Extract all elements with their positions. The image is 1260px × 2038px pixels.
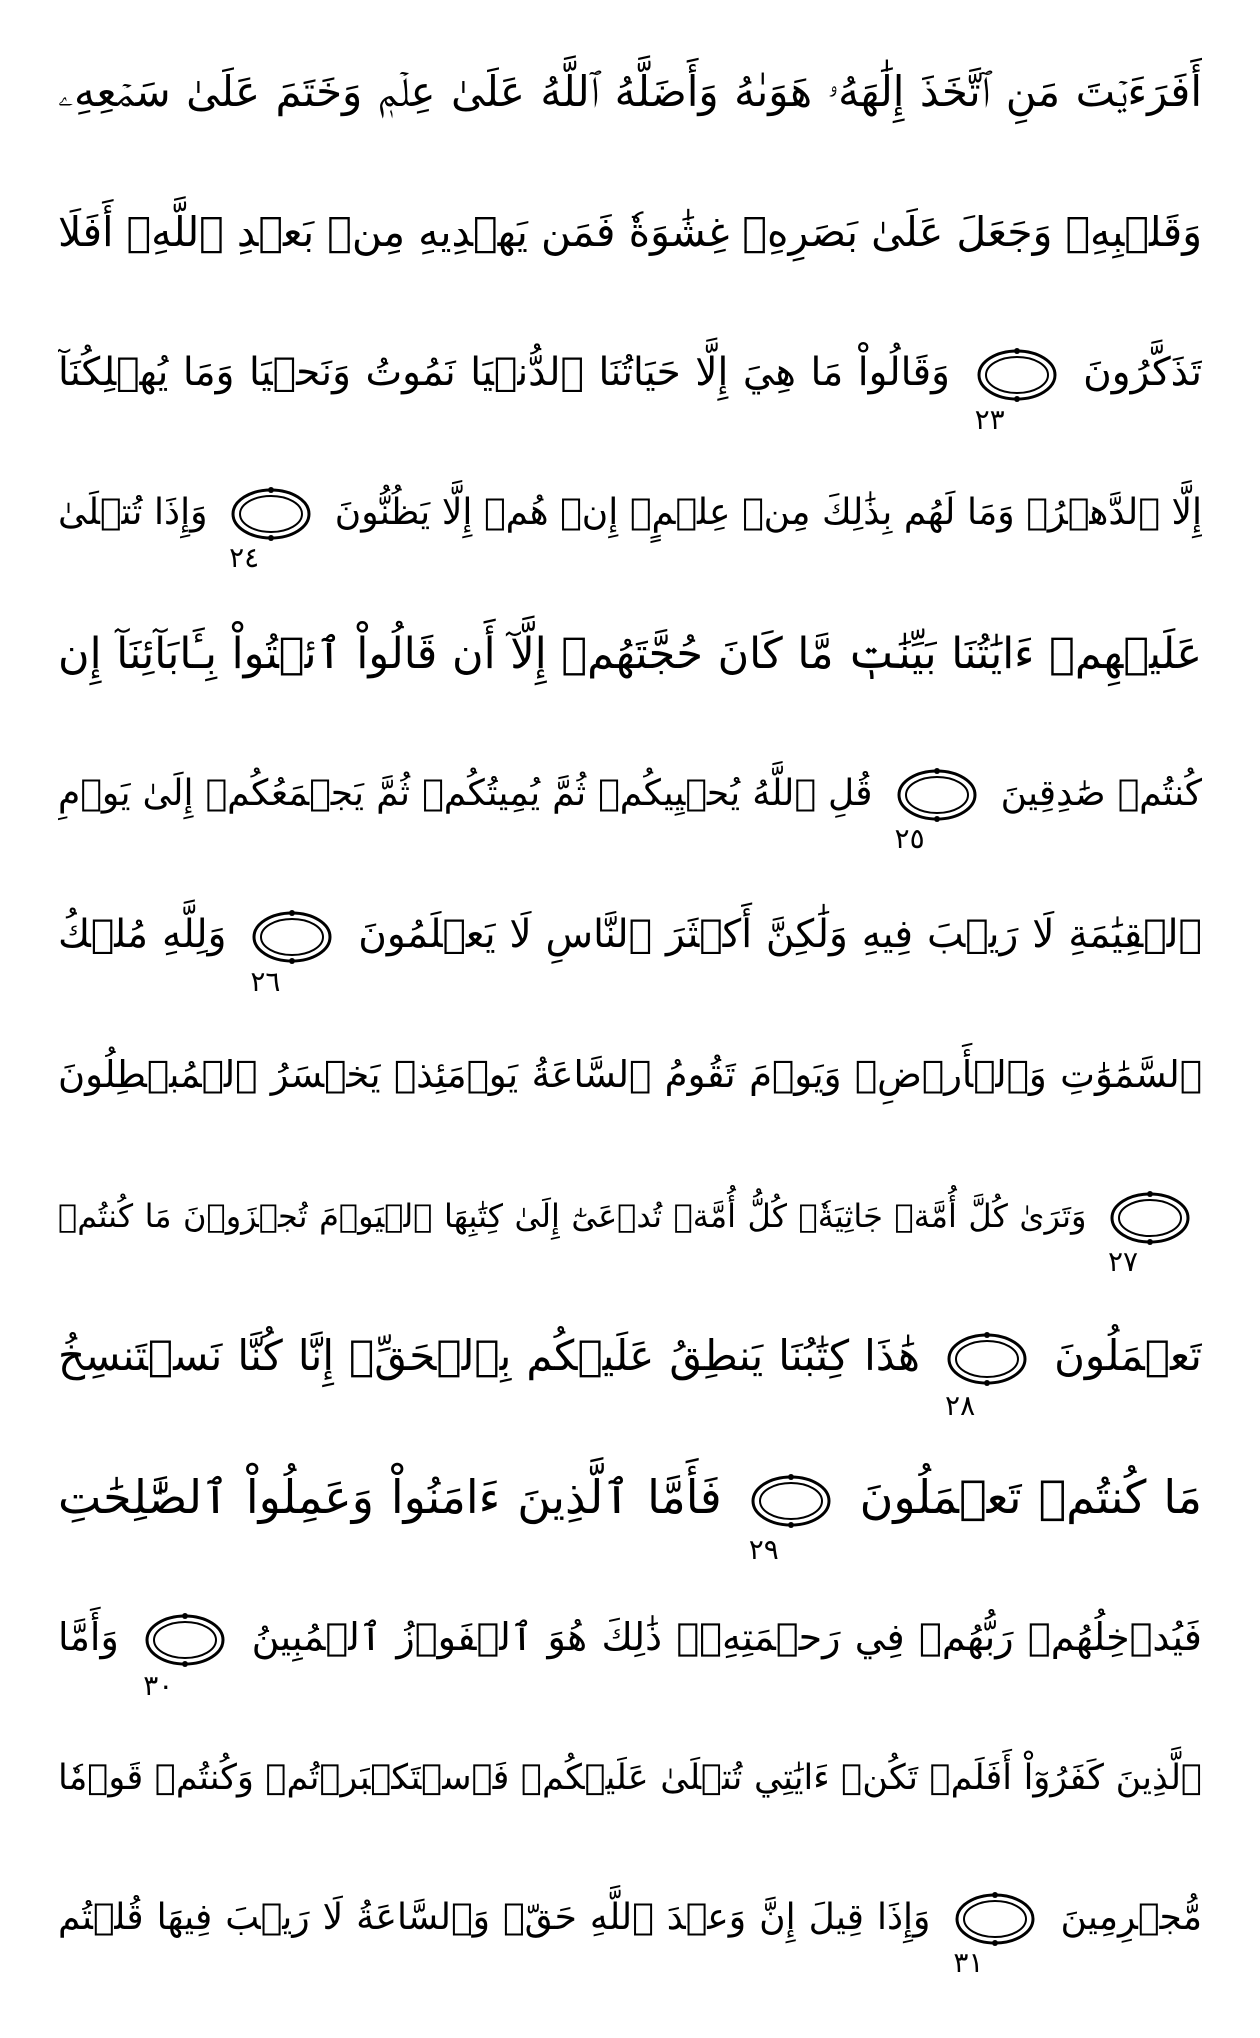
- verse-end-marker: [229, 486, 313, 574]
- line-text: كُنتُمۡ صَٰدِقِينَ: [1000, 773, 1202, 814]
- verse-end-marker: [1108, 1190, 1192, 1278]
- text-line: [58, 1848, 1202, 1988]
- text-line: [58, 303, 1202, 443]
- text-line: [58, 724, 1202, 864]
- verse-end-marker: [250, 909, 334, 998]
- verse-end-marker: [974, 347, 1059, 436]
- text-line: [58, 443, 1202, 583]
- line-text: إِلَّا ٱلدَّهۡرُۚ وَمَا لَهُم بِذَٰلِكَ مِنۡ عِلۡمٍۖ إِنۡ هُمۡ إِلَّا يَظُنُّونَ: [334, 492, 1202, 533]
- verse-number: ٣١: [953, 1946, 984, 1979]
- quran-text-block: [58, 22, 1202, 2012]
- line-text: قُلِ ٱللَّهُ يُحۡيِيكُمۡ ثُمَّ يُمِيتُكُمۡ ثُمَّ يَجۡمَعُكُمۡ إِلَىٰ يَوۡمِ: [58, 773, 873, 814]
- verse-number: ٢٤: [229, 541, 260, 574]
- verse-end-marker: [894, 767, 979, 855]
- verse-number: ٢٩: [748, 1532, 779, 1566]
- verse-end-marker: [953, 1891, 1037, 1979]
- text-line: [58, 162, 1202, 302]
- text-line: [58, 1286, 1202, 1426]
- verse-end-marker: [143, 1612, 227, 1702]
- text-line: [58, 22, 1202, 162]
- verse-number: ٣٠: [143, 1668, 174, 1702]
- verse-ornament-icon: [749, 1473, 833, 1529]
- line-text: وَتَرَىٰ كُلَّ أُمَّةٖ جَاثِيَةٗۚ كُلُّ أُمَّةٖ تُدۡعَىٰٓ إِلَىٰ كِتَٰبِهَا ٱلۡيَوۡمَ تُجۡزَوۡنَ مَا كُنتُمۡ: [58, 1197, 1087, 1235]
- line-text: مُّجۡرِمِينَ: [1060, 1897, 1202, 1938]
- line-text: تَذَكَّرُونَ: [1083, 350, 1202, 395]
- line-text: ٱلۡقِيَٰمَةِ لَا رَيۡبَ فِيهِ وَلَٰكِنَّ أَكۡثَرَ ٱلنَّاسِ لَا يَعۡلَمُونَ: [358, 912, 1202, 957]
- verse-number: ٢٨: [945, 1388, 976, 1422]
- text-line: [58, 1427, 1202, 1567]
- text-line: [58, 1005, 1202, 1145]
- verse-number: ٢٥: [894, 822, 925, 855]
- text-line: [58, 1708, 1202, 1848]
- verse-number: ٢٧: [1108, 1245, 1139, 1278]
- line-text: وَقَالُواْ مَا هِيَ إِلَّا حَيَاتُنَا ٱلدُّنۡيَا نَمُوتُ وَنَحۡيَا وَمَا يُهۡلِكُنَآ: [58, 350, 951, 395]
- line-text: مَا كُنتُمۡ تَعۡمَلُونَ: [859, 1470, 1202, 1524]
- verse-end-marker: [945, 1331, 1029, 1422]
- verse-number: ٢٣: [974, 402, 1005, 436]
- text-line: [58, 584, 1202, 724]
- line-text: عَلَيۡهِمۡ ءَايَٰتُنَا بَيِّنَٰتٖ مَّا كَانَ حُجَّتَهُمۡ إِلَّآ أَن قَالُواْ ٱئۡتُواْ بِـَٔابَآئِنَآ إِن: [58, 629, 1202, 679]
- line-text: وَقَلۡبِهِۦ وَجَعَلَ عَلَىٰ بَصَرِهِۦ غِشَٰوَةٗ فَمَن يَهۡدِيهِ مِنۢ بَعۡدِ ٱللَّهِۚ أَفَلَا: [58, 208, 1202, 256]
- line-text: أَفَرَءَيۡتَ مَنِ ٱتَّخَذَ إِلَٰهَهُۥ هَوَىٰهُ وَأَضَلَّهُ ٱللَّهُ عَلَىٰ عِلۡمٖ وَخَتَمَ عَلَىٰ سَمۡعِهِۦ: [58, 67, 1202, 116]
- line-text: هَٰذَا كِتَٰبُنَا يَنطِقُ عَلَيۡكُم بِٱلۡحَقِّۚ إِنَّا كُنَّا نَسۡتَنسِخُ: [58, 1331, 920, 1380]
- line-text: تَعۡمَلُونَ: [1054, 1331, 1202, 1380]
- line-text: وَإِذَا قِيلَ إِنَّ وَعۡدَ ٱللَّهِ حَقّٞ وَٱلسَّاعَةُ لَا رَيۡبَ فِيهَا قُلۡتُم: [58, 1897, 931, 1938]
- line-text: وَأَمَّا: [58, 1615, 119, 1659]
- line-text: ٱلسَّمَٰوَٰتِ وَٱلۡأَرۡضِۚ وَيَوۡمَ تَقُومُ ٱلسَّاعَةُ يَوۡمَئِذٖ يَخۡسَرُ ٱلۡمُبۡطِلُونَ: [58, 1053, 1202, 1096]
- text-line: [58, 865, 1202, 1005]
- line-text: وَلِلَّهِ مُلۡكُ: [58, 912, 227, 957]
- verse-number: ٢٦: [250, 964, 281, 998]
- line-text: وَإِذَا تُتۡلَىٰ: [58, 492, 208, 533]
- line-text: ٱلَّذِينَ كَفَرُوٓاْ أَفَلَمۡ تَكُنۡ ءَايَٰتِي تُتۡلَىٰ عَلَيۡكُمۡ فَٱسۡتَكۡبَرۡتُمۡ وَكُنتُمۡ قَوۡمٗا: [58, 1758, 1202, 1798]
- text-line: [58, 1146, 1202, 1286]
- line-text: فَأَمَّا ٱلَّذِينَ ءَامَنُواْ وَعَمِلُواْ ٱلصَّٰلِحَٰتِ: [58, 1470, 722, 1524]
- line-text: فَيُدۡخِلُهُمۡ رَبُّهُمۡ فِي رَحۡمَتِهِۦۚ ذَٰلِكَ هُوَ ٱلۡفَوۡزُ ٱلۡمُبِينُ: [251, 1615, 1202, 1659]
- text-line: [58, 1567, 1202, 1707]
- verse-end-marker: [748, 1473, 833, 1566]
